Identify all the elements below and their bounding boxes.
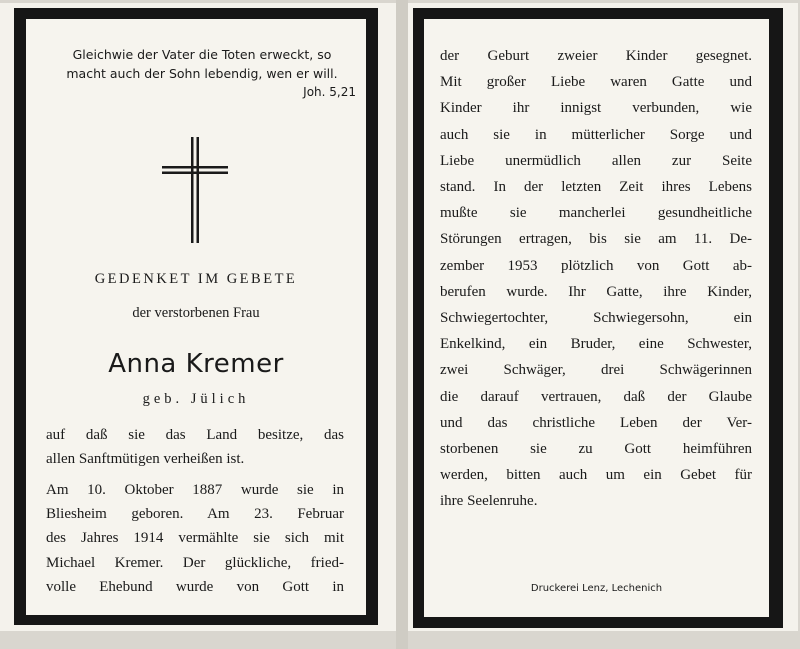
maiden-name: geb. Jülich xyxy=(142,391,250,407)
text-line: Störungen ertragen, bis sie am 11. De- xyxy=(440,231,752,248)
text-line: Enkelkind, ein Bruder, eine Schwester, xyxy=(440,336,752,353)
text-line: Kinder ihr innigst verbunden, wie xyxy=(440,100,752,117)
left-page-content xyxy=(26,19,366,615)
printer-imprint: Druckerei Lenz, Lechenich xyxy=(530,583,663,594)
card-fold xyxy=(396,0,408,649)
right-page-content xyxy=(424,19,769,617)
text-line: Mit großer Liebe waren Gatte und xyxy=(440,74,752,91)
text-line: storbenen sie zu Gott heimführen xyxy=(440,441,752,458)
deceased-name: Anna Kremer xyxy=(108,349,284,379)
subheading: der verstorbenen Frau xyxy=(132,305,260,321)
text-line: Bliesheim geboren. Am 23. Februar xyxy=(46,506,344,523)
text-line: zwei Schwäger, drei Schwägerinnen xyxy=(440,362,752,379)
heading: GEDENKET IM GEBETE xyxy=(94,271,298,287)
verse-line-2: macht auch der Sohn lebendig, wen er will. xyxy=(66,66,338,81)
text-line: mußte sie mancherlei gesundheitliche xyxy=(440,205,752,222)
cross-icon xyxy=(160,137,232,247)
paragraph-scripture xyxy=(46,423,344,471)
text-line: auch sie in mütterlicher Sorge und xyxy=(440,126,752,143)
text-line: werden, bitten auch um ein Gebet für xyxy=(440,467,752,484)
text-line: der Geburt zweier Kinder gesegnet. xyxy=(440,48,752,64)
paragraph-biography xyxy=(46,478,344,599)
text-line: Liebe unermüdlich allen zur Seite xyxy=(440,152,752,169)
text-line: des Jahres 1914 vermählte sie sich mit xyxy=(46,530,344,547)
text-line: ihre Seelenruhe. xyxy=(440,493,538,510)
text-line: Michael Kremer. Der glückliche, fried- xyxy=(46,554,344,571)
text-line: Schwiegertochter, Schwiegersohn, ein xyxy=(440,310,752,327)
verse-line-1: Gleichwie der Vater die Toten erweckt, so xyxy=(72,47,332,62)
verse-reference: Joh. 5,21 xyxy=(303,85,356,99)
text-line: volle Ehebund wurde von Gott in xyxy=(46,578,344,595)
biography-continued xyxy=(440,43,752,515)
bible-verse xyxy=(42,45,362,83)
text-line: allen Sanftmütigen verheißen ist. xyxy=(46,451,245,468)
text-line: auf daß sie das Land besitze, das xyxy=(46,427,344,443)
text-line: und das christliche Leben der Ver- xyxy=(440,414,752,431)
text-line: die darauf vertrauen, daß der Glaube xyxy=(440,388,752,405)
right-card-page xyxy=(408,3,798,631)
text-line: zember 1953 plötzlich von Gott ab- xyxy=(440,257,752,274)
text-line: Am 10. Oktober 1887 wurde sie in xyxy=(46,482,344,498)
left-card-page xyxy=(0,3,396,631)
text-line: berufen wurde. Ihr Gatte, ihre Kinder, xyxy=(440,283,752,300)
text-line: stand. In der letzten Zeit ihres Lebens xyxy=(440,179,752,196)
